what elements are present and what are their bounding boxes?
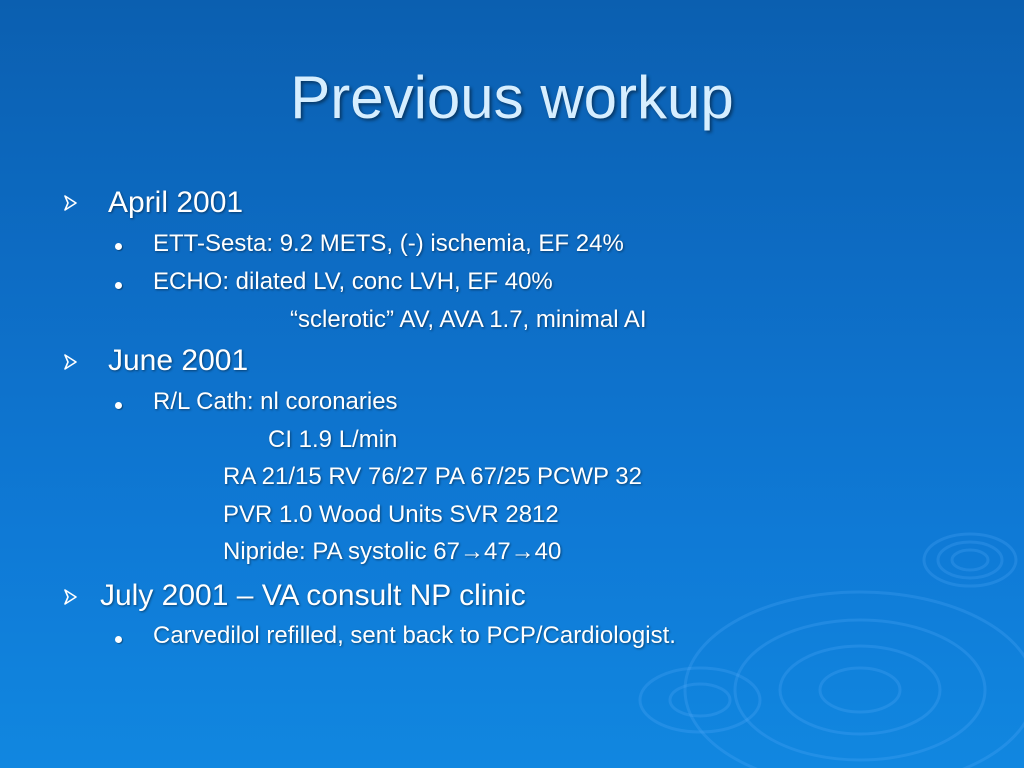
list-item-continuation: “sclerotic” AV, AVA 1.7, minimal AI bbox=[290, 306, 647, 333]
list-item: R/L Cath: nl coronaries bbox=[153, 388, 398, 415]
bullet-dot-icon bbox=[115, 282, 122, 289]
list-item: ECHO: dilated LV, conc LVH, EF 40% bbox=[153, 268, 553, 295]
chevron-right-icon bbox=[64, 354, 78, 370]
list-item-continuation: Nipride: PA systolic 67→47→40 bbox=[223, 538, 562, 565]
chevron-right-icon bbox=[64, 589, 78, 605]
list-item: ETT-Sesta: 9.2 METS, (-) ischemia, EF 24% bbox=[153, 230, 624, 257]
list-item-continuation: PVR 1.0 Wood Units SVR 2812 bbox=[223, 501, 559, 528]
bullet-dot-icon bbox=[115, 243, 122, 250]
section-label-july-2001: July 2001 – VA consult NP clinic bbox=[100, 579, 526, 612]
list-item-continuation: RA 21/15 RV 76/27 PA 67/25 PCWP 32 bbox=[223, 463, 642, 490]
section-label-june-2001: June 2001 bbox=[108, 344, 249, 377]
bullet-dot-icon bbox=[115, 402, 122, 409]
section-label-april-2001: April 2001 bbox=[108, 186, 244, 219]
bullet-dot-icon bbox=[115, 636, 122, 643]
chevron-right-icon bbox=[64, 195, 78, 211]
list-item-continuation: CI 1.9 L/min bbox=[268, 426, 398, 453]
list-item: Carvedilol refilled, sent back to PCP/Cardiologist. bbox=[153, 622, 676, 649]
slide-title: Previous workup bbox=[290, 64, 734, 131]
